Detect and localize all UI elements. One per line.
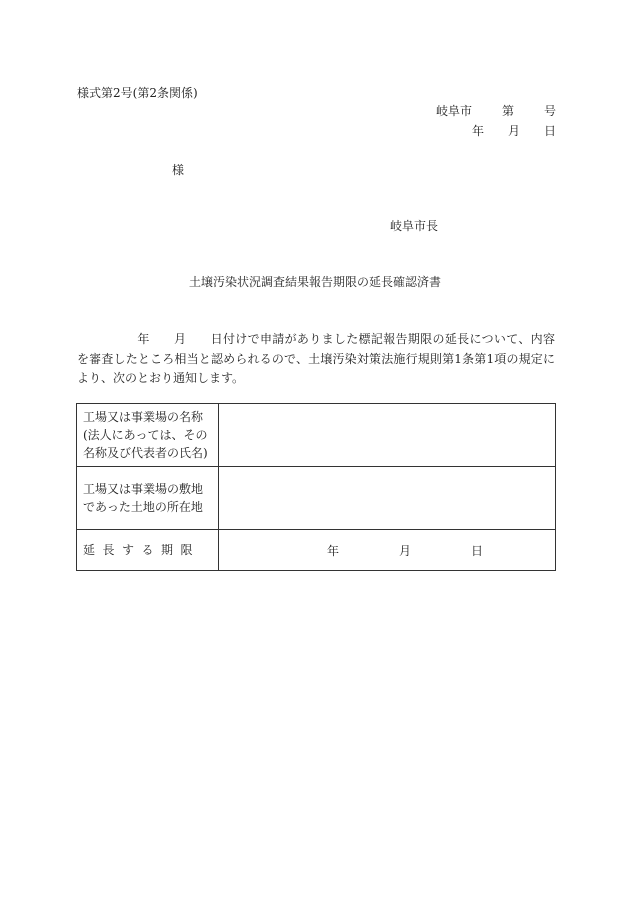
form-number: 様式第2号(第2条関係) [77,86,198,100]
issuer-number-line [436,104,556,118]
issue-date-line [472,124,556,138]
facility-name-label-line: 工場又は事業場の名称 [83,410,204,424]
facility-name-label-line: 名称及び代表者の氏名) [83,446,208,460]
table-row-facility-name [77,404,556,467]
date-year: 年 [471,124,484,138]
number-prefix: 第 [501,104,514,118]
body-year: 年 [137,332,150,346]
table-row-site-location [77,467,556,530]
date-month: 月 [507,124,520,138]
body-paragraph [77,330,555,389]
table-row-extended-deadline [77,530,556,571]
date-day: 日 [543,124,556,138]
info-table [76,403,556,571]
facility-name-label-line: (法人にあっては、その [83,428,208,442]
body-text: 日付けで申請がありました標記報告期限の延長について、内容を審査したところ相当と認められるので、土壌汚染対策法施行規則第1条第1項の規定により、次のとおり通知します。 [77,332,555,385]
document-title: 土壌汚染状況調査結果報告期限の延長確認済書 [188,275,441,289]
signer-name: 岐阜市長 [390,219,439,233]
site-location-value[interactable] [219,467,556,530]
extended-deadline-value[interactable] [219,530,556,571]
site-location-label-line: であった土地の所在地 [83,500,203,514]
facility-name-label [77,404,219,467]
deadline-year: 年 [327,543,340,558]
addressee-honorific: 様 [172,163,185,177]
issuer-city: 岐阜市 [435,104,472,118]
body-month: 月 [173,332,187,346]
number-suffix: 号 [543,104,556,118]
deadline-month: 月 [399,543,412,558]
site-location-label [77,467,219,530]
facility-name-value[interactable] [219,404,556,467]
deadline-day: 日 [471,543,484,558]
extended-deadline-label: 延長する期限 [77,530,219,571]
site-location-label-line: 工場又は事業場の敷地 [83,482,204,496]
